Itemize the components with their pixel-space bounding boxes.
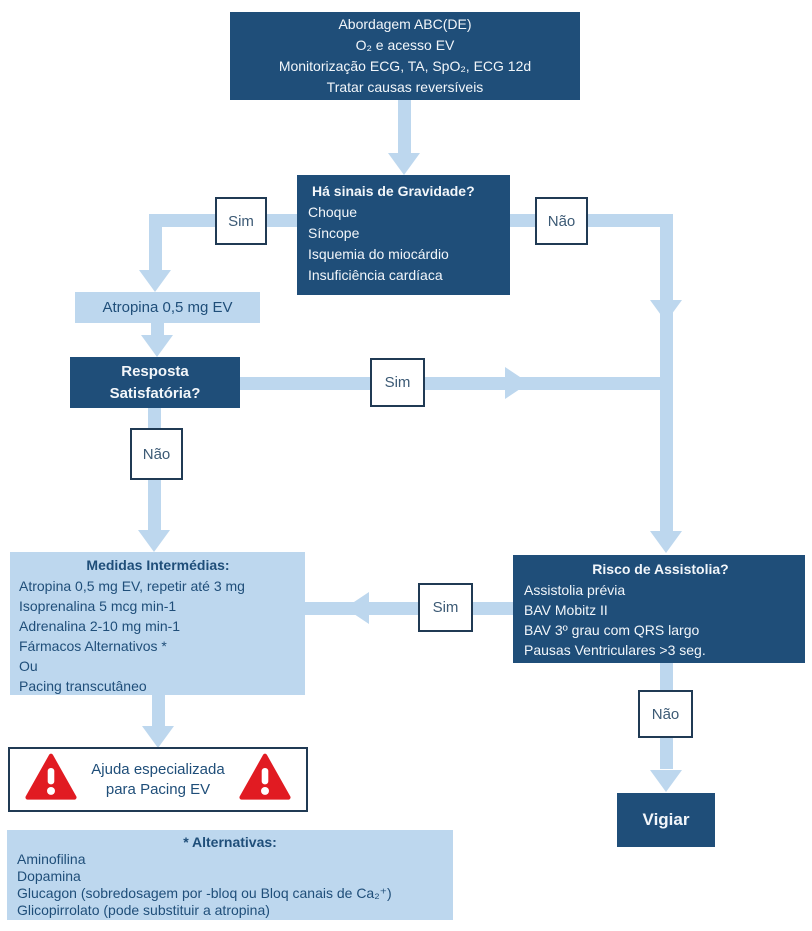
asystole-no-text: Não: [651, 705, 680, 723]
severity-item: Isquemia do miocárdio: [308, 246, 449, 262]
expert-help-line1: Ajuda especializada: [91, 760, 225, 778]
severity-item: Síncope: [308, 225, 360, 241]
warning-icon: [25, 753, 77, 807]
initial-line: Tratar causas reversíveis: [326, 79, 484, 95]
expert-help-line2: para Pacing EV: [105, 780, 211, 798]
interim-item: Adrenalina 2-10 mg min-1: [19, 618, 181, 634]
connector-right-trunk: [660, 214, 673, 533]
arrow-down-icon: [650, 770, 682, 792]
asystole-item: BAV Mobitz II: [524, 602, 608, 618]
interim-item: Fármacos Alternativos *: [19, 638, 167, 654]
arrow-down-icon: [141, 335, 173, 357]
response-no-text: Não: [142, 445, 171, 463]
severity-yes-label: [215, 197, 267, 245]
expert-help-box: [8, 747, 308, 812]
interim-item: Pacing transcutâneo: [19, 678, 147, 694]
alternatives-title: * Alternativas:: [183, 834, 277, 850]
severity-no-text: Não: [547, 212, 576, 230]
asystole-risk-box: [513, 555, 805, 663]
asystole-title: Risco de Assistolia?: [592, 561, 729, 577]
connector-yes-atropine: [149, 214, 162, 272]
interim-item: Ou: [19, 658, 38, 674]
atropine-box: [75, 292, 260, 323]
response-question-box: [70, 357, 240, 408]
arrow-right-icon: [505, 367, 529, 399]
interim-item: Atropina 0,5 mg EV, repetir até 3 mg: [19, 578, 245, 594]
asystole-yes-text: Sim: [432, 599, 459, 616]
alternatives-item: Glucagon (sobredosagem por -bloq ou Bloq canais de Ca₂⁺): [17, 885, 392, 901]
alternatives-item: Glicopirrolato (pode substituir a atropina): [17, 902, 270, 918]
response-line2: Satisfatória?: [109, 384, 201, 402]
monitor-box: [617, 793, 715, 847]
response-yes-label: [370, 358, 425, 407]
arrow-left-icon: [345, 592, 369, 624]
connector-initial-severity: [398, 100, 411, 155]
initial-line: Abordagem ABC(DE): [338, 16, 472, 32]
monitor-text: Vigiar: [642, 810, 690, 829]
severity-title: Há sinais de Gravidade?: [312, 183, 475, 199]
severity-item: Choque: [308, 204, 358, 220]
alternatives-item: Dopamina: [17, 868, 81, 884]
arrow-down-icon: [650, 300, 682, 322]
initial-assessment-box: [230, 12, 580, 100]
connector-response-yes: [240, 377, 673, 390]
arrow-down-icon: [650, 531, 682, 553]
asystole-item: BAV 3º grau com QRS largo: [524, 622, 700, 638]
arrow-down-icon: [139, 270, 171, 292]
arrow-down-icon: [388, 153, 420, 175]
alternatives-box: [7, 830, 453, 920]
interim-title: Medidas Intermédias:: [86, 557, 230, 573]
connector-interim-expert: [152, 695, 165, 728]
arrow-down-icon: [142, 726, 174, 748]
asystole-item: Assistolia prévia: [524, 582, 626, 598]
interim-item: Isoprenalina 5 mcg min-1: [19, 598, 177, 614]
response-yes-text: Sim: [384, 374, 411, 391]
arrow-down-icon: [138, 530, 170, 552]
connector-asystole-yes: [305, 602, 513, 615]
response-line1: Resposta: [121, 362, 189, 380]
severity-yes-text: Sim: [228, 212, 254, 230]
initial-line: Monitorização ECG, TA, SpO₂, ECG 12d: [278, 58, 532, 74]
expert-help-text: [77, 760, 239, 800]
atropine-text: Atropina 0,5 mg EV: [102, 299, 233, 316]
severity-question-box: [297, 175, 510, 295]
alternatives-item: Aminofilina: [17, 851, 86, 867]
asystole-item: Pausas Ventriculares >3 seg.: [524, 642, 706, 658]
severity-no-label: [535, 197, 588, 245]
warning-icon: [239, 753, 291, 807]
asystole-yes-label: [418, 583, 473, 632]
interim-measures-box: [10, 552, 305, 695]
initial-line: O₂ e acesso EV: [355, 37, 455, 53]
response-no-label: [130, 428, 183, 480]
severity-item: Insuficiência cardíaca: [308, 267, 443, 283]
asystole-no-label: [638, 690, 693, 738]
